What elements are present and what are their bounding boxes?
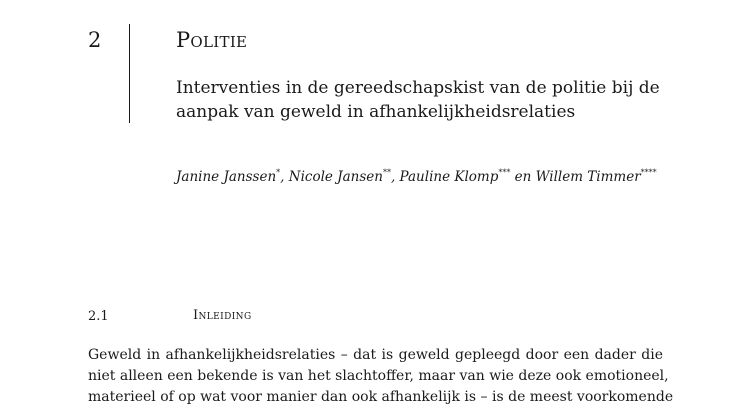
- author-separator: ,: [390, 169, 400, 185]
- author-list: [176, 168, 657, 186]
- subtitle-line: Interventies in de gereedschapskist van de politie bij de: [176, 78, 660, 98]
- chapter-number: 2: [88, 28, 102, 52]
- chapter-divider-rule: [129, 24, 130, 123]
- section-number: 2.1: [88, 309, 109, 324]
- subtitle-line: aanpak van geweld in afhankelijkheidsrelaties: [176, 102, 576, 122]
- author-name: Janine Janssen: [176, 169, 277, 185]
- author-name: Nicole Jansen: [288, 169, 383, 185]
- footnote-marker: **: [382, 168, 391, 177]
- body-paragraph: [88, 345, 674, 408]
- footnote-marker: *: [276, 168, 281, 177]
- author-name: Pauline Klomp: [399, 169, 499, 185]
- chapter-title: Politie: [176, 28, 248, 52]
- footnote-marker: ***: [498, 168, 511, 177]
- body-line: Geweld in afhankelijkheidsrelaties – dat is geweld gepleegd door een dader die: [88, 347, 663, 363]
- body-line: materieel of op wat voor manier dan ook afhankelijk is – is de meest voorkomende: [88, 389, 674, 405]
- author-name: Willem Timmer: [535, 169, 641, 185]
- author-separator: en: [510, 169, 536, 185]
- author-separator: ,: [280, 169, 289, 185]
- footnote-marker: ****: [640, 168, 657, 177]
- section-title: Inleiding: [193, 308, 252, 323]
- chapter-subtitle: [176, 76, 696, 124]
- body-line: niet alleen een bekende is van het slachtoffer, maar van wie deze ook emotioneel,: [88, 368, 669, 384]
